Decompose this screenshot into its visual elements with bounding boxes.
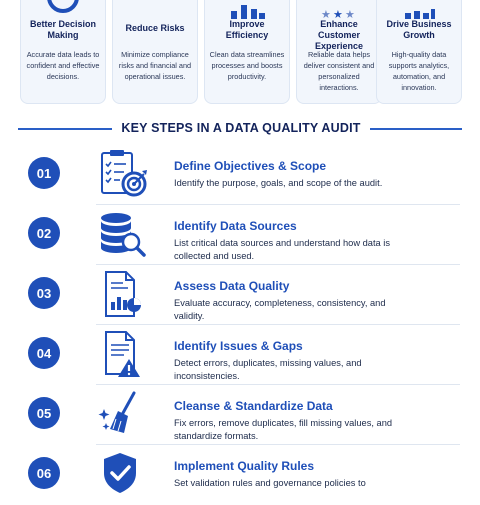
bar-chart-icon xyxy=(227,0,267,19)
step-number-badge: 04 xyxy=(28,337,60,369)
benefit-title: Better Decision Making xyxy=(29,19,97,40)
shield-check-icon xyxy=(96,449,148,499)
header-rule-right xyxy=(370,128,462,130)
step-item xyxy=(0,445,480,505)
step-desc: Set validation rules and governance policies to xyxy=(174,478,366,488)
step-number-badge: 02 xyxy=(28,217,60,249)
step-item xyxy=(0,145,480,205)
step-item xyxy=(0,205,480,265)
benefit-desc: Reliable data helps deliver consistent and personalized interactions. xyxy=(303,50,375,92)
svg-text:★: ★ xyxy=(333,8,343,21)
benefit-desc: High-quality data supports analytics, automation, and innovation. xyxy=(388,50,450,92)
step-title: Identify Data Sources xyxy=(174,219,297,233)
section-header xyxy=(0,120,480,138)
benefit-title: Reduce Risks xyxy=(125,23,185,33)
benefit-card-decision-making xyxy=(20,0,106,104)
star-rating-icon xyxy=(319,0,359,19)
growth-chart-icon xyxy=(399,0,439,19)
step-item xyxy=(0,325,480,385)
section-title: KEY STEPS IN A DATA QUALITY AUDIT xyxy=(121,121,361,135)
benefit-desc: Accurate data leads to confident and effective decisions. xyxy=(26,50,100,81)
step-desc: Fix errors, remove duplicates, fill missing values, and standardize formats. xyxy=(174,418,393,441)
database-search-icon xyxy=(96,209,148,259)
step-title: Identify Issues & Gaps xyxy=(174,339,303,353)
step-desc: Evaluate accuracy, completeness, consistency, and validity. xyxy=(174,298,386,321)
svg-text:★: ★ xyxy=(321,8,331,21)
shield-icon xyxy=(135,0,175,19)
step-desc: Detect errors, duplicates, missing values, and inconsistencies. xyxy=(174,358,362,381)
step-desc: List critical data sources and understand how data is collected and used. xyxy=(174,238,391,261)
step-number-badge: 06 xyxy=(28,457,60,489)
benefit-card-business-growth xyxy=(376,0,462,104)
step-number-badge: 05 xyxy=(28,397,60,429)
benefits-row xyxy=(0,0,480,106)
benefit-title: Improve Efficiency xyxy=(225,19,269,40)
step-title: Implement Quality Rules xyxy=(174,459,315,473)
benefit-title: Drive Business Growth xyxy=(386,19,452,40)
document-warning-icon xyxy=(96,329,148,379)
benefit-desc: Clean data streamlines processes and boosts productivity. xyxy=(209,50,285,81)
checklist-target-icon xyxy=(96,149,148,199)
step-title: Assess Data Quality xyxy=(174,279,290,293)
report-chart-icon xyxy=(96,269,148,319)
step-number-badge: 01 xyxy=(28,157,60,189)
step-title: Cleanse & Standardize Data xyxy=(174,399,333,413)
step-desc: Identify the purpose, goals, and scope of the audit. xyxy=(174,178,383,188)
step-item xyxy=(0,265,480,325)
benefit-desc: Minimize compliance risks and financial and operational issues. xyxy=(118,50,192,81)
benefit-card-customer-experience xyxy=(296,0,382,104)
svg-text:★: ★ xyxy=(345,8,355,21)
broom-sparkle-icon xyxy=(96,389,148,439)
step-title: Define Objectives & Scope xyxy=(174,159,327,173)
benefit-card-reduce-risks xyxy=(112,0,198,104)
step-item xyxy=(0,385,480,445)
benefit-title: Enhance Customer Experience xyxy=(314,19,364,51)
step-number-badge: 03 xyxy=(28,277,60,309)
benefit-card-efficiency xyxy=(204,0,290,104)
target-icon xyxy=(43,0,83,19)
header-rule-left xyxy=(18,128,112,130)
